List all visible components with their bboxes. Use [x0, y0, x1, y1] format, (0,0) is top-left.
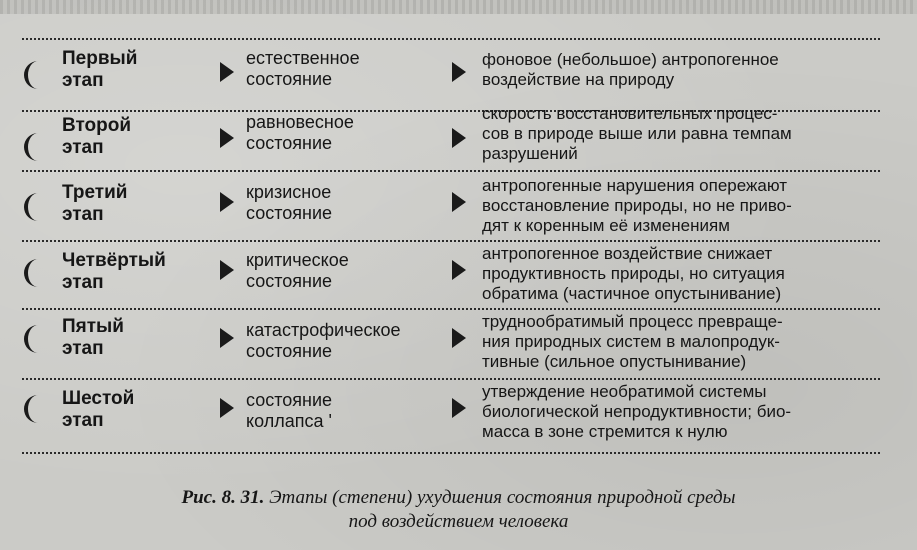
stage-name: Шестой этап: [62, 388, 135, 431]
state-name: критическое состояние: [246, 250, 349, 291]
state-name: состояние коллапса ': [246, 390, 333, 431]
state-description: труднообратимый процесс превраще- ния природных систем в малопродук- тивные (сильное опустынивание): [482, 312, 783, 371]
state-description: антропогенные нарушения опережают восстановление природы, но не приво- дят к коренным её изменениям: [482, 176, 792, 235]
stage-row-3: [0, 172, 917, 242]
dotted-divider: [22, 452, 880, 454]
state-name: кризисное состояние: [246, 182, 333, 223]
figure-number: Рис. 8. 31.: [181, 487, 265, 508]
triangle-arrow-icon: [452, 192, 466, 212]
stage-name: Пятый этап: [62, 316, 124, 359]
triangle-arrow-icon: [220, 260, 234, 280]
triangle-arrow-icon: [452, 62, 466, 82]
state-name: равновесное состояние: [246, 112, 354, 153]
stage-name: Четвёртый этап: [62, 250, 166, 293]
state-name: катастрофическое состояние: [246, 320, 401, 361]
state-description: скорость восстановительных процес- сов в природе выше или равна темпам разрушений: [482, 104, 792, 163]
crescent-icon: [24, 132, 42, 162]
state-name: естественное состояние: [246, 48, 360, 89]
stage-row-5: [0, 310, 917, 380]
triangle-arrow-icon: [452, 128, 466, 148]
state-description: фоновое (небольшое) антропогенное воздействие на природу: [482, 50, 779, 89]
triangle-arrow-icon: [452, 398, 466, 418]
stage-row-6: [0, 380, 917, 450]
crescent-icon: [24, 60, 42, 90]
crescent-icon: [24, 394, 42, 424]
state-description: антропогенное воздействие снижает продуктивность природы, но ситуация обратима (частичное опустынивание): [482, 244, 785, 303]
triangle-arrow-icon: [220, 192, 234, 212]
triangle-arrow-icon: [220, 328, 234, 348]
triangle-arrow-icon: [220, 128, 234, 148]
stage-row-1: [0, 40, 917, 110]
stage-name: Третий этап: [62, 182, 128, 225]
stage-name: Второй этап: [62, 115, 132, 158]
triangle-arrow-icon: [452, 260, 466, 280]
triangle-arrow-icon: [220, 62, 234, 82]
crescent-icon: [24, 258, 42, 288]
figure-caption: [0, 486, 917, 509]
previous-text-fragment: [0, 0, 917, 14]
figure-caption-line-2: под воздействием человека: [348, 511, 569, 532]
crescent-icon: [24, 192, 42, 222]
triangle-arrow-icon: [220, 398, 234, 418]
crescent-icon: [24, 324, 42, 354]
state-description: утверждение необратимой системы биологической непродуктивности; био- масса в зоне стремится к нулю: [482, 382, 792, 441]
stage-row-4: [0, 242, 917, 312]
stage-name: Первый этап: [62, 48, 138, 91]
triangle-arrow-icon: [452, 328, 466, 348]
caption-line-1: Этапы (степени) ухудшения состояния природной среды: [264, 487, 736, 508]
